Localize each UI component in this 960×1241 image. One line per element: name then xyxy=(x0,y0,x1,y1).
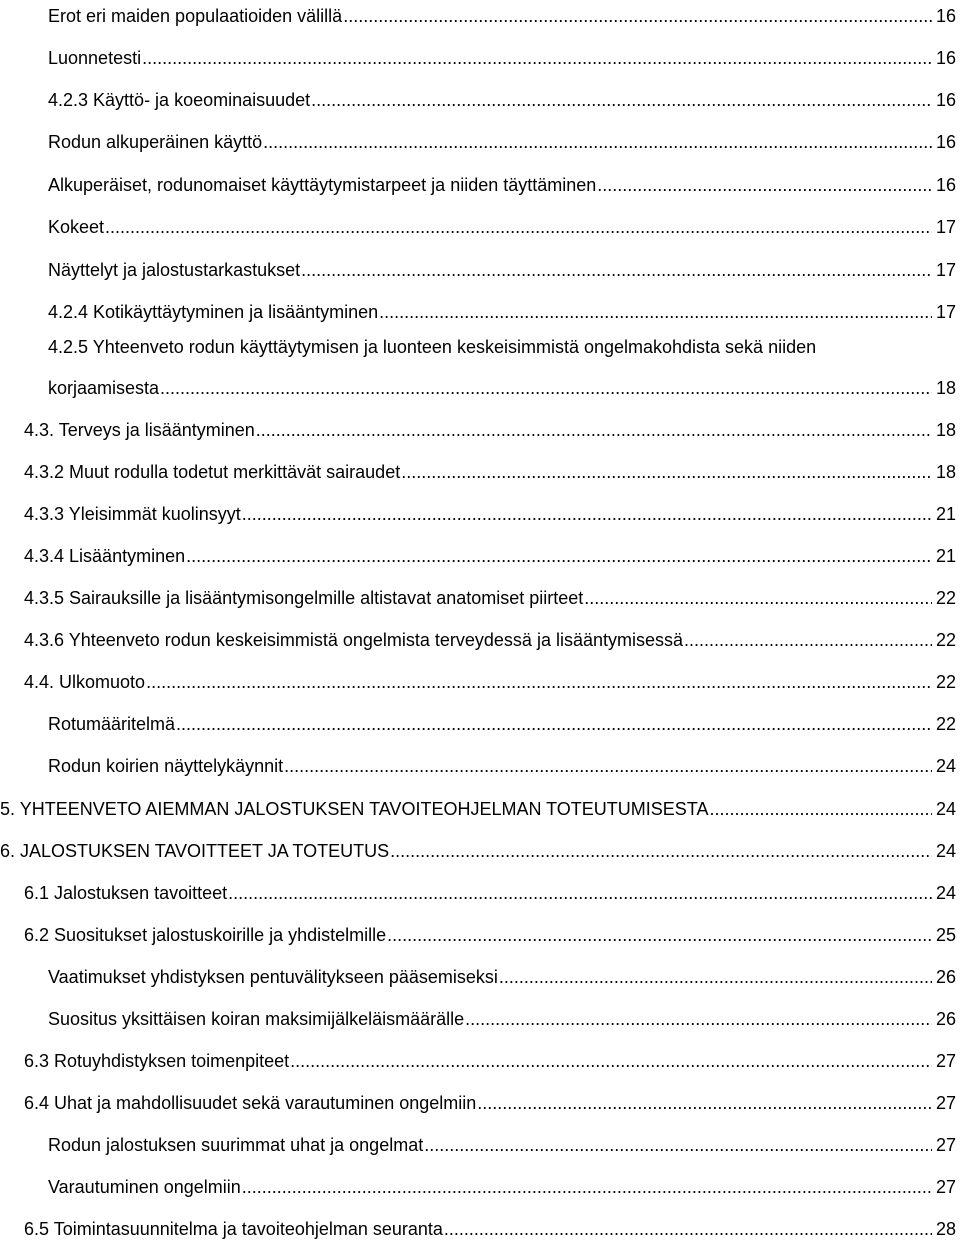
toc-entry-title: Luonnetesti xyxy=(48,48,142,68)
toc-entry-page: 16 xyxy=(935,48,956,68)
toc-dot-leader xyxy=(597,173,932,197)
toc-dot-leader xyxy=(142,46,932,70)
toc-entry-title: korjaamisesta xyxy=(48,378,160,398)
toc-dot-leader xyxy=(684,628,932,652)
toc-entry[interactable] xyxy=(0,1207,960,1241)
toc-entry-title: Rodun alkuperäinen käyttö xyxy=(48,132,263,152)
toc-entry-page: 24 xyxy=(935,799,956,819)
toc-dot-leader xyxy=(290,1049,932,1073)
toc-entry[interactable] xyxy=(0,787,960,821)
toc-dot-leader xyxy=(186,544,932,568)
toc-entry-title: 6.3 Rotuyhdistyksen toimenpiteet xyxy=(24,1051,290,1071)
toc-entry[interactable] xyxy=(0,450,960,484)
toc-dot-leader xyxy=(343,4,932,28)
toc-entry-page: 16 xyxy=(935,175,956,195)
toc-entry-page: 17 xyxy=(935,302,956,322)
toc-entry[interactable] xyxy=(0,997,960,1031)
toc-entry[interactable] xyxy=(0,1039,960,1073)
toc-entry-page: 22 xyxy=(935,630,956,650)
toc-entry-title: 4.2.4 Kotikäyttäytyminen ja lisääntyminen xyxy=(48,302,379,322)
toc-entry[interactable] xyxy=(0,0,960,28)
toc-dot-leader xyxy=(387,923,932,947)
toc-entry-page: 24 xyxy=(935,883,956,903)
toc-dot-leader xyxy=(311,88,932,112)
toc-entry[interactable] xyxy=(0,955,960,989)
toc-entry-title: Näyttelyt ja jalostustarkastukset xyxy=(48,260,301,280)
toc-entry-page: 24 xyxy=(935,756,956,776)
toc-entry-title: 4.3.3 Yleisimmät kuolinsyyt xyxy=(24,504,241,524)
toc-entry[interactable] xyxy=(0,205,960,239)
toc-dot-leader xyxy=(301,258,932,282)
toc-dot-leader xyxy=(242,502,932,526)
toc-entry-page: 21 xyxy=(935,504,956,524)
toc-entry-title: 4.3.5 Sairauksille ja lisääntymisongelmille altistavat anatomiset piirteet xyxy=(24,588,584,608)
toc-entry-title: Alkuperäiset, rodunomaiset käyttäytymistarpeet ja niiden täyttäminen xyxy=(48,175,597,195)
toc-entry[interactable] xyxy=(0,913,960,947)
toc-dot-leader xyxy=(160,376,932,400)
toc-entry-page: 16 xyxy=(935,6,956,26)
toc-entry-page: 16 xyxy=(935,90,956,110)
toc-entry-title: 6.5 Toimintasuunnitelma ja tavoiteohjelman seuranta xyxy=(24,1219,443,1239)
toc-dot-leader xyxy=(499,965,932,989)
toc-entry-title: Suositus yksittäisen koiran maksimijälkeläismäärälle xyxy=(48,1009,465,1029)
toc-dot-leader xyxy=(228,881,932,905)
toc-dot-leader xyxy=(242,1175,932,1199)
toc-entry-title: 4.3.2 Muut rodulla todetut merkittävät sairaudet xyxy=(24,462,401,482)
toc-dot-leader xyxy=(424,1133,932,1157)
toc-entry-page: 25 xyxy=(935,925,956,945)
toc-entry-page: 27 xyxy=(935,1135,956,1155)
toc-dot-leader xyxy=(379,300,932,324)
toc-dot-leader xyxy=(256,418,932,442)
toc-entry-title: 4.3. Terveys ja lisääntyminen xyxy=(24,420,255,440)
toc-dot-leader xyxy=(146,670,932,694)
toc-entry-page: 18 xyxy=(935,462,956,482)
toc-entry-page: 26 xyxy=(935,967,956,987)
toc-entry-page: 21 xyxy=(935,546,956,566)
toc-entry[interactable] xyxy=(0,871,960,905)
toc-dot-leader xyxy=(105,215,932,239)
toc-dot-leader xyxy=(584,586,932,610)
toc-entry[interactable] xyxy=(0,829,960,863)
toc-entry-title: 6.1 Jalostuksen tavoitteet xyxy=(24,883,228,903)
toc-dot-leader xyxy=(390,839,932,863)
toc-entry-page: 24 xyxy=(935,841,956,861)
toc-dot-leader xyxy=(709,797,932,821)
toc-entry[interactable] xyxy=(0,36,960,70)
toc-dot-leader xyxy=(401,460,932,484)
toc-entry-page: 27 xyxy=(935,1051,956,1071)
toc-entry-page: 27 xyxy=(935,1093,956,1113)
toc-entry-title: Kokeet xyxy=(48,217,105,237)
toc-dot-leader xyxy=(477,1091,932,1115)
toc-entry-page: 22 xyxy=(935,672,956,692)
toc-entry-page: 16 xyxy=(935,132,956,152)
toc-entry[interactable] xyxy=(0,660,960,694)
toc-entry-title: 6.2 Suositukset jalostuskoirille ja yhdistelmille xyxy=(24,925,387,945)
toc-entry[interactable] xyxy=(0,618,960,652)
toc-entry-page: 17 xyxy=(935,260,956,280)
toc-entry[interactable] xyxy=(0,290,960,324)
toc-entry[interactable] xyxy=(0,1165,960,1199)
toc-entry-title: 4.3.4 Lisääntyminen xyxy=(24,546,186,566)
toc-entry-title: 4.4. Ulkomuoto xyxy=(24,672,146,692)
toc-entry[interactable] xyxy=(0,1123,960,1157)
toc-entry-page: 22 xyxy=(935,714,956,734)
toc-entry-title: Erot eri maiden populaatioiden välillä xyxy=(48,6,343,26)
toc-entry-page: 22 xyxy=(935,588,956,608)
toc-entry-title: Vaatimukset yhdistyksen pentuvälitykseen pääsemiseksi xyxy=(48,967,498,987)
toc-entry-title: Rotumääritelmä xyxy=(48,714,176,734)
toc-entry-title: 4.2.3 Käyttö- ja koeominaisuudet xyxy=(48,90,311,110)
toc-dot-leader xyxy=(263,130,932,154)
toc-entry-title: Rodun koirien näyttelykäynnit xyxy=(48,756,284,776)
toc-entry-page: 18 xyxy=(935,378,956,398)
toc-entry[interactable] xyxy=(0,1081,960,1115)
toc-entry[interactable] xyxy=(0,492,960,526)
toc-entry-page: 27 xyxy=(935,1177,956,1197)
toc-entry[interactable] xyxy=(0,534,960,568)
toc-entry[interactable] xyxy=(0,120,960,154)
toc-entry[interactable] xyxy=(0,366,960,400)
toc-entry[interactable] xyxy=(0,163,960,197)
toc-entry[interactable] xyxy=(0,248,960,282)
toc-entry-title: 4.3.6 Yhteenveto rodun keskeisimmistä ongelmista terveydessä ja lisääntymisessä xyxy=(24,630,683,650)
toc-dot-leader xyxy=(444,1217,932,1241)
toc-entry[interactable] xyxy=(0,576,960,610)
toc-entry-title: Varautuminen ongelmiin xyxy=(48,1177,241,1197)
toc-entry-page: 26 xyxy=(935,1009,956,1029)
toc-dot-leader xyxy=(465,1007,932,1031)
toc-entry-title: 6. JALOSTUKSEN TAVOITTEET JA TOTEUTUS xyxy=(0,841,390,861)
toc-entry-page: 18 xyxy=(935,420,956,440)
toc-entry-page: 28 xyxy=(935,1219,956,1239)
toc-entry-page: 17 xyxy=(935,217,956,237)
toc-entry-title-line1[interactable]: 4.2.5 Yhteenveto rodun käyttäytymisen ja luonteen keskeisimmistä ongelmakohdista sekä niiden xyxy=(48,337,817,357)
toc-entry[interactable] xyxy=(0,702,960,736)
toc-entry-title: Rodun jalostuksen suurimmat uhat ja ongelmat xyxy=(48,1135,424,1155)
toc-dot-leader xyxy=(176,712,932,736)
toc-entry[interactable] xyxy=(0,744,960,778)
toc-entry-title: 5. YHTEENVETO AIEMMAN JALOSTUKSEN TAVOITEOHJELMAN TOTEUTUMISESTA xyxy=(0,799,709,819)
toc-entry-title: 6.4 Uhat ja mahdollisuudet sekä varautuminen ongelmiin xyxy=(24,1093,477,1113)
toc-entry[interactable] xyxy=(0,78,960,112)
toc-entry[interactable] xyxy=(0,408,960,442)
toc-dot-leader xyxy=(284,754,932,778)
